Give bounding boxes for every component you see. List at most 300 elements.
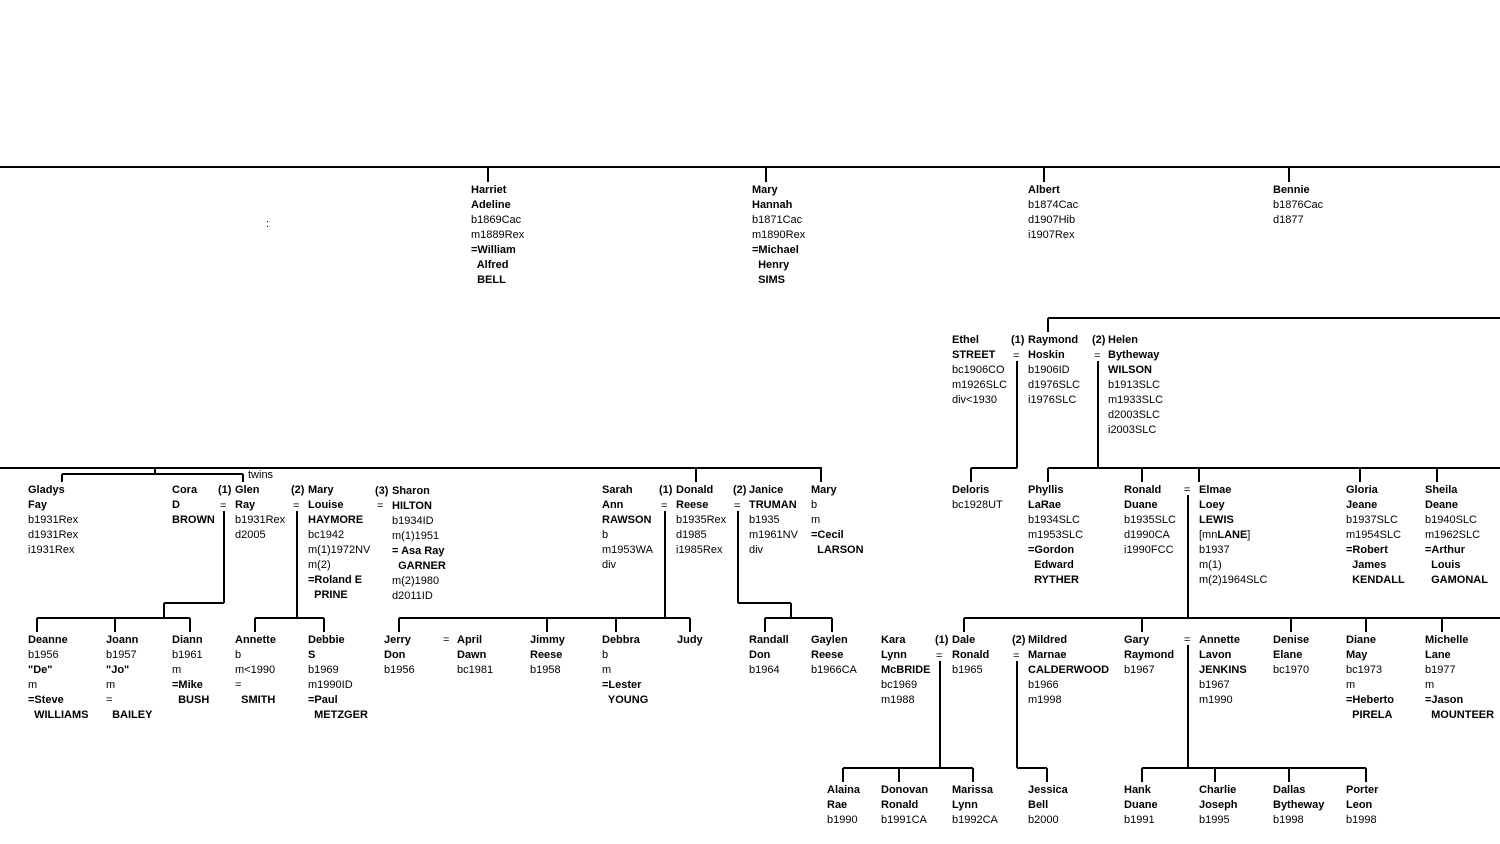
person-line: b1937SLC [1346, 514, 1398, 526]
person-sharon-hilton [392, 484, 446, 604]
person-line: m1926SLC [952, 379, 1008, 391]
person-line: Gary [1124, 634, 1150, 646]
person-jimmy-reese [530, 633, 565, 678]
person-line: b1998 [1346, 814, 1377, 826]
person-gladys-fay [28, 483, 78, 558]
person-line: SIMS [752, 274, 786, 286]
person-line: b1967 [1199, 679, 1230, 691]
marriage-symbol: = [220, 500, 227, 512]
person-line: "De" [28, 664, 53, 676]
person-line: Dallas [1273, 784, 1306, 796]
marriage-symbol: = [377, 500, 384, 512]
person-line: Edward [1028, 559, 1074, 571]
person-line: = [235, 679, 242, 691]
person-line: b1935 [749, 514, 780, 526]
person-helen-wilson [1108, 333, 1163, 438]
marriage-number-1: (1) [218, 484, 232, 496]
person-line: m [28, 679, 38, 691]
person-line: Ray [235, 499, 256, 511]
person-line: Leon [1346, 799, 1373, 811]
person-line: Joseph [1199, 799, 1238, 811]
person-line: Ronald [952, 649, 990, 661]
person-line: m(1)1972NV [308, 544, 371, 556]
person-line: b2000 [1028, 814, 1059, 826]
person-line-part: LANE [1217, 529, 1248, 541]
person-line: d1990CA [1124, 529, 1170, 541]
person-line: BAILEY [106, 709, 153, 721]
person-line: RAWSON [602, 514, 652, 526]
person-line: b1969 [308, 664, 339, 676]
person-line: bc1906CO [952, 364, 1005, 376]
person-line: m [172, 664, 182, 676]
person-line: Elane [1273, 649, 1303, 661]
person-line: Raymond [1124, 649, 1175, 661]
person-line: b1931Rex [28, 514, 79, 526]
person-alaina-rae [827, 783, 860, 828]
person-line: Alfred [471, 259, 509, 271]
person-line: i1931Rex [28, 544, 75, 556]
person-gary-raymond [1124, 633, 1174, 678]
twins-note: twins [248, 469, 274, 481]
person-joann [106, 633, 152, 723]
person-line: Jessica [1028, 784, 1068, 796]
person-line: Sharon [392, 485, 430, 497]
person-line: Helen [1108, 334, 1138, 346]
person-line: b1966 [1028, 679, 1059, 691]
person-line: Deane [1425, 499, 1459, 511]
person-line: Janice [749, 484, 784, 496]
person-line: Don [384, 649, 406, 661]
person-line: bc1973 [1346, 664, 1383, 676]
person-debbie-s [308, 633, 368, 723]
person-line: m [1425, 679, 1435, 691]
person-line: =Lester [602, 679, 642, 691]
person-line: HILTON [392, 500, 432, 512]
marriage-number-1: (1) [1011, 334, 1025, 346]
person-line: Bell [1028, 799, 1049, 811]
person-line: Diane [1346, 634, 1376, 646]
person-line: Reese [530, 649, 563, 661]
person-line: Lane [1425, 649, 1451, 661]
person-line: PRINE [308, 589, 348, 601]
person-line: May [1346, 649, 1368, 661]
person-line: LEWIS [1199, 514, 1234, 526]
person-line: b1990 [827, 814, 858, 826]
person-annette-smith [235, 633, 276, 708]
person-line: McBRIDE [881, 664, 931, 676]
person-line: BROWN [172, 514, 215, 526]
person-line: Porter [1346, 784, 1379, 796]
person-line: WILLIAMS [28, 709, 89, 721]
person-line: Debbie [308, 634, 345, 646]
person-line: div [749, 544, 764, 556]
person-line: d1976SLC [1028, 379, 1080, 391]
person-line: i1907Rex [1028, 229, 1075, 241]
person-gaylen-reese [811, 633, 857, 678]
person-line: bc1969 [881, 679, 918, 691]
person-line: "Jo" [106, 664, 130, 676]
person-albert [1028, 183, 1078, 243]
person-line: Loey [1199, 499, 1225, 511]
person-line-part: ] [1247, 529, 1251, 541]
person-line: Jeane [1346, 499, 1378, 511]
person-line: bc1981 [457, 664, 494, 676]
person-line: m1962SLC [1425, 529, 1481, 541]
person-line: m(1)1951 [392, 530, 440, 542]
person-line: =Jason [1425, 694, 1464, 706]
person-line: Glen [235, 484, 260, 496]
person-line: m(2)1964SLC [1199, 574, 1268, 586]
person-diann [172, 633, 209, 708]
person-line: b1977 [1425, 664, 1456, 676]
person-line: d2003SLC [1108, 409, 1160, 421]
person-line: m1933SLC [1108, 394, 1164, 406]
person-line: m1990ID [308, 679, 353, 691]
marriage-symbol: = [936, 650, 943, 662]
person-line: Annette [1199, 634, 1240, 646]
person-line: i1985Rex [676, 544, 723, 556]
person-hank-duane [1124, 783, 1158, 828]
person-line [1199, 528, 1267, 543]
person-line: b1995 [1199, 814, 1230, 826]
person-line: Lynn [952, 799, 978, 811]
person-line: Reese [811, 649, 844, 661]
person-line: Mary [308, 484, 334, 496]
person-line: James [1346, 559, 1387, 571]
person-line: d1907Hib [1028, 214, 1076, 226]
person-charlie-joseph [1199, 783, 1238, 828]
marriage-number-3: (3) [375, 485, 389, 497]
person-line: b [235, 649, 242, 661]
person-line: =Michael [752, 244, 799, 256]
person-line: m<1990 [235, 664, 276, 676]
person-line: m1961NV [749, 529, 798, 541]
person-michelle-lane [1425, 633, 1494, 723]
person-line: Ann [602, 499, 624, 511]
person-sheila-deane [1425, 483, 1488, 588]
marriage-symbol: = [1013, 650, 1020, 662]
person-line: Henry [752, 259, 790, 271]
person-line: =Steve [28, 694, 64, 706]
person-line: b1871Cac [752, 214, 803, 226]
person-line: m1953WA [602, 544, 653, 556]
person-line: Donovan [881, 784, 929, 796]
person-phyllis-larae [1028, 483, 1083, 588]
person-line: Judy [677, 634, 703, 646]
marriage-symbol: = [293, 500, 300, 512]
person-line: Randall [749, 634, 789, 646]
marriage-number-2: (2) [291, 484, 305, 496]
person-line: =William [471, 244, 516, 256]
person-line: b1935Rex [676, 514, 727, 526]
person-line: BUSH [172, 694, 210, 706]
marriage-symbol: = [1184, 484, 1191, 496]
person-line: Albert [1028, 184, 1060, 196]
person-line: b1991 [1124, 814, 1155, 826]
person-glen-ray [235, 483, 285, 543]
person-line: Hoskin [1028, 349, 1065, 361]
person-line: Michelle [1425, 634, 1469, 646]
marriage-symbol: = [661, 500, 668, 512]
person-line: Marnae [1028, 649, 1067, 661]
person-line: METZGER [308, 709, 368, 721]
person-line: b1961 [172, 649, 203, 661]
person-line: m1990 [1199, 694, 1233, 706]
person-line: b1874Cac [1028, 199, 1079, 211]
person-line: Harriet [471, 184, 507, 196]
person-line: Gladys [28, 484, 65, 496]
person-line: S [308, 649, 316, 661]
person-line: Louis [1425, 559, 1461, 571]
person-line: Sarah [602, 484, 633, 496]
person-gloria-jeane [1346, 483, 1405, 588]
person-line: SMITH [235, 694, 276, 706]
person-line: Bytheway [1108, 349, 1160, 361]
person-debbra [602, 633, 648, 708]
person-line: b1937 [1199, 544, 1230, 556]
person-annette-jenkins [1199, 633, 1247, 708]
person-line: KENDALL [1346, 574, 1405, 586]
person-elmae-lewis [1199, 483, 1267, 588]
person-jessica-bell [1028, 783, 1068, 828]
marriage-number-2: (2) [1092, 334, 1106, 346]
person-line: b1935SLC [1124, 514, 1176, 526]
person-line: m [106, 679, 116, 691]
person-line: =Gordon [1028, 544, 1075, 556]
person-line: BELL [471, 274, 506, 286]
person-line: Ethel [952, 334, 979, 346]
person-randall-don [749, 633, 789, 678]
person-line: b1998 [1273, 814, 1304, 826]
person-line: bc1942 [308, 529, 345, 541]
person-line: m(2)1980 [392, 575, 440, 587]
person-line: PIRELA [1346, 709, 1393, 721]
person-line: D [172, 499, 180, 511]
marriage-symbol: = [1184, 634, 1191, 646]
person-line: Reese [676, 499, 709, 511]
person-line: Duane [1124, 799, 1158, 811]
marriage-number-1: (1) [659, 484, 673, 496]
person-line: Lynn [881, 649, 907, 661]
person-line: Donald [676, 484, 714, 496]
person-line: Charlie [1199, 784, 1237, 796]
person-line: = [106, 694, 113, 706]
person-line: b [602, 529, 609, 541]
person-line: Ronald [881, 799, 919, 811]
person-bennie [1273, 183, 1323, 228]
person-deanne [28, 633, 89, 723]
person-line: Don [749, 649, 771, 661]
person-kara-mcbride [881, 633, 931, 708]
person-line: TRUMAN [749, 499, 797, 511]
person-donovan-ronald [881, 783, 928, 828]
person-line: HAYMORE [308, 514, 364, 526]
person-line: b1956 [28, 649, 59, 661]
person-line: Fay [28, 499, 47, 511]
person-line: =Robert [1346, 544, 1388, 556]
person-line: =Arthur [1425, 544, 1466, 556]
person-line: Duane [1124, 499, 1158, 511]
person-line: = Asa Ray [392, 545, 445, 557]
person-line: YOUNG [602, 694, 649, 706]
person-mildred-calderwood [1028, 633, 1109, 708]
person-line: b1991CA [881, 814, 927, 826]
person-line: =Cecil [811, 529, 844, 541]
person-line: bc1970 [1273, 664, 1310, 676]
person-line: b1869Cac [471, 214, 522, 226]
person-line: Phyllis [1028, 484, 1064, 496]
person-ethel-street [952, 333, 1007, 408]
person-mary-louise-haymore [308, 483, 370, 603]
person-diane-may [1346, 633, 1394, 723]
person-line: Jerry [384, 634, 411, 646]
person-line: =Heberto [1346, 694, 1394, 706]
person-line: Bennie [1273, 184, 1310, 196]
person-dale-ronald [952, 633, 989, 678]
person-line: Deanne [28, 634, 68, 646]
person-line: Denise [1273, 634, 1310, 646]
person-raymond-hoskin [1028, 333, 1080, 408]
person-deloris [952, 483, 1003, 513]
person-line: i2003SLC [1108, 424, 1157, 436]
person-line: GAMONAL [1425, 574, 1488, 586]
person-line: Raymond [1028, 334, 1079, 346]
person-line: MOUNTEER [1425, 709, 1495, 721]
person-line: m [1346, 679, 1356, 691]
person-line: m(2) [308, 559, 331, 571]
person-ronald-duane [1124, 483, 1176, 558]
person-line: Rae [827, 799, 848, 811]
person-line: Adeline [471, 199, 511, 211]
person-line: Mary [811, 484, 837, 496]
person-line: b1967 [1124, 664, 1155, 676]
person-donald-reese [676, 483, 726, 558]
person-line: =Paul [308, 694, 338, 706]
person-line: d1985 [676, 529, 707, 541]
person-line: Lavon [1199, 649, 1232, 661]
person-denise-elane [1273, 633, 1309, 678]
person-line: =Mike [172, 679, 203, 691]
person-line: m1954SLC [1346, 529, 1402, 541]
person-line: WILSON [1108, 364, 1152, 376]
person-line: =Roland E [308, 574, 363, 586]
person-line: div [602, 559, 617, 571]
person-line: Jimmy [530, 634, 565, 646]
person-sarah-ann-rawson [602, 483, 653, 573]
person-line: Bytheway [1273, 799, 1325, 811]
marriage-symbol: = [1013, 350, 1020, 362]
person-line: b1940SLC [1425, 514, 1477, 526]
person-line: Cora [172, 484, 198, 496]
person-line: Joann [106, 634, 139, 646]
person-line: bc1928UT [952, 499, 1003, 511]
person-line: Ronald [1124, 484, 1162, 496]
person-line: b [602, 649, 609, 661]
person-line: b1957 [106, 649, 137, 661]
marriage-number-1: (1) [935, 634, 949, 646]
marriage-number-2: (2) [1012, 634, 1026, 646]
person-line: b1964 [749, 664, 780, 676]
colon-mark: : [266, 218, 270, 230]
person-line: Annette [235, 634, 276, 646]
person-april-dawn [457, 633, 493, 678]
person-marissa-lynn [952, 783, 998, 828]
person-line: Dale [952, 634, 976, 646]
person-line: m1890Rex [752, 229, 806, 241]
person-harriet-adeline [471, 183, 524, 288]
person-line: m1889Rex [471, 229, 525, 241]
person-judy [677, 633, 703, 648]
marriage-symbol: = [1094, 350, 1101, 362]
marriage-number-2: (2) [733, 484, 747, 496]
person-line: JENKINS [1199, 664, 1247, 676]
person-line: Mary [752, 184, 778, 196]
person-line: b1906ID [1028, 364, 1070, 376]
person-line: Louise [308, 499, 344, 511]
person-line: d1931Rex [28, 529, 79, 541]
person-jerry-don [384, 633, 415, 678]
marriage-symbol: = [443, 634, 450, 646]
person-janice-truman [749, 483, 798, 558]
person-line: CALDERWOOD [1028, 664, 1110, 676]
person-line: b [811, 499, 818, 511]
person-line: m1953SLC [1028, 529, 1084, 541]
person-line: Gloria [1346, 484, 1378, 496]
person-line: Kara [881, 634, 906, 646]
person-line: Marissa [952, 784, 993, 796]
person-line: b1934SLC [1028, 514, 1080, 526]
person-line: m1988 [881, 694, 915, 706]
person-line: Hannah [752, 199, 793, 211]
person-line: m [811, 514, 821, 526]
person-line: m1998 [1028, 694, 1062, 706]
person-line: Deloris [952, 484, 990, 496]
person-line: STREET [952, 349, 996, 361]
person-line-part: [mn [1199, 529, 1218, 541]
person-cora-brown [172, 483, 215, 528]
person-line: m [602, 664, 612, 676]
person-line: d2011ID [392, 590, 433, 602]
person-line: Gaylen [811, 634, 848, 646]
person-line: i1976SLC [1028, 394, 1077, 406]
person-line: Dawn [457, 649, 487, 661]
person-line: b1934ID [392, 515, 434, 527]
person-line: April [457, 634, 483, 646]
person-mary-larson [811, 483, 864, 558]
person-line: Sheila [1425, 484, 1458, 496]
person-line: Elmae [1199, 484, 1232, 496]
marriage-symbol: = [734, 500, 741, 512]
person-line: b1966CA [811, 664, 857, 676]
person-line: b1876Cac [1273, 199, 1324, 211]
person-line: Mildred [1028, 634, 1068, 646]
person-line: d1877 [1273, 214, 1304, 226]
person-porter-leon [1346, 783, 1378, 828]
person-line: Hank [1124, 784, 1151, 796]
person-line: RYTHER [1028, 574, 1079, 586]
person-line: b1913SLC [1108, 379, 1160, 391]
person-line: b1958 [530, 664, 561, 676]
person-line: GARNER [392, 560, 446, 572]
person-line: div<1930 [952, 394, 997, 406]
person-line: LARSON [811, 544, 864, 556]
person-line: i1990FCC [1124, 544, 1174, 556]
person-line: m(1) [1199, 559, 1222, 571]
person-line: d2005 [235, 529, 266, 541]
person-line: b1965 [952, 664, 983, 676]
person-line: b1992CA [952, 814, 998, 826]
person-line: Alaina [827, 784, 861, 796]
